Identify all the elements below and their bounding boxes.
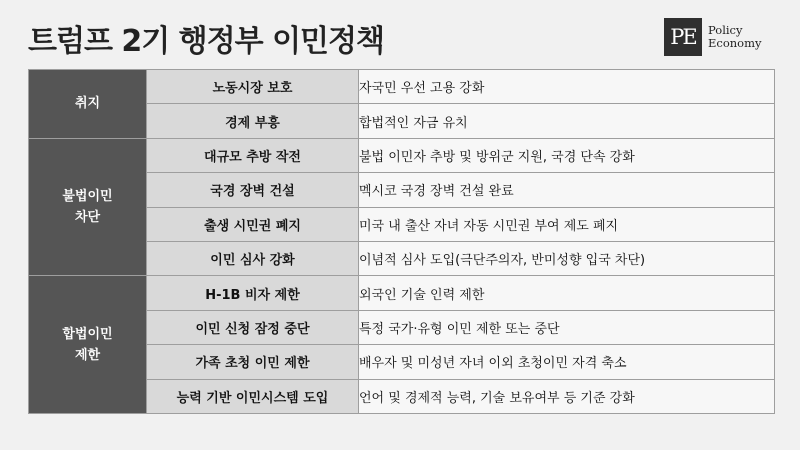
policy-description: 불법 이민자 추방 및 방위군 지원, 국경 단속 강화 [359, 138, 775, 172]
category-cell-legal-immigration [29, 276, 147, 414]
policy-item: 가족 초청 이민 제한 [147, 345, 359, 379]
category-label-line-2: 차단 [74, 210, 101, 226]
logo-line-1: Policy [708, 23, 743, 37]
policy-item: 노동시장 보호 [147, 70, 359, 104]
policy-economy-logo [664, 18, 762, 56]
policy-description: 언어 및 경제적 능력, 기술 보유여부 등 기준 강화 [359, 379, 775, 413]
policy-item: 능력 기반 이민시스템 도입 [147, 379, 359, 413]
policy-item: H-1B 비자 제한 [147, 276, 359, 310]
policy-item: 경제 부흥 [147, 104, 359, 138]
policy-description: 외국인 기술 인력 제한 [359, 276, 775, 310]
policy-description: 자국민 우선 고용 강화 [359, 70, 775, 104]
table-row [29, 70, 775, 104]
category-label-line-1: 불법이민 [62, 189, 113, 205]
category-cell-illegal-immigration [29, 138, 147, 276]
policy-description: 미국 내 출산 자녀 자동 시민권 부여 제도 폐지 [359, 207, 775, 241]
policy-item: 이민 심사 강화 [147, 241, 359, 275]
category-label-line-2: 제한 [74, 347, 101, 363]
logo-line-2: Economy [708, 36, 762, 50]
policy-table [28, 69, 775, 414]
policy-item: 이민 신청 잠정 중단 [147, 310, 359, 344]
policy-description: 배우자 및 미성년 자녀 이외 초청이민 자격 축소 [359, 345, 775, 379]
policy-item: 대규모 추방 작전 [147, 138, 359, 172]
table-row [29, 138, 775, 172]
policy-description: 멕시코 국경 장벽 건설 완료 [359, 173, 775, 207]
logo-wordmark [708, 24, 762, 50]
policy-description: 특정 국가·유형 이민 제한 또는 중단 [359, 310, 775, 344]
category-cell-purpose [29, 70, 147, 139]
category-label: 취지 [74, 96, 101, 112]
policy-description: 이념적 심사 도입(극단주의자, 반미성향 입국 차단) [359, 241, 775, 275]
policy-description: 합법적인 자금 유치 [359, 104, 775, 138]
policy-item: 출생 시민권 폐지 [147, 207, 359, 241]
pe-logo-icon: PE [664, 18, 702, 56]
category-label-line-1: 합법이민 [62, 326, 113, 342]
page-title: 트럼프 2기 행정부 이민정책 [28, 24, 384, 59]
table-row [29, 276, 775, 310]
policy-item: 국경 장벽 건설 [147, 173, 359, 207]
